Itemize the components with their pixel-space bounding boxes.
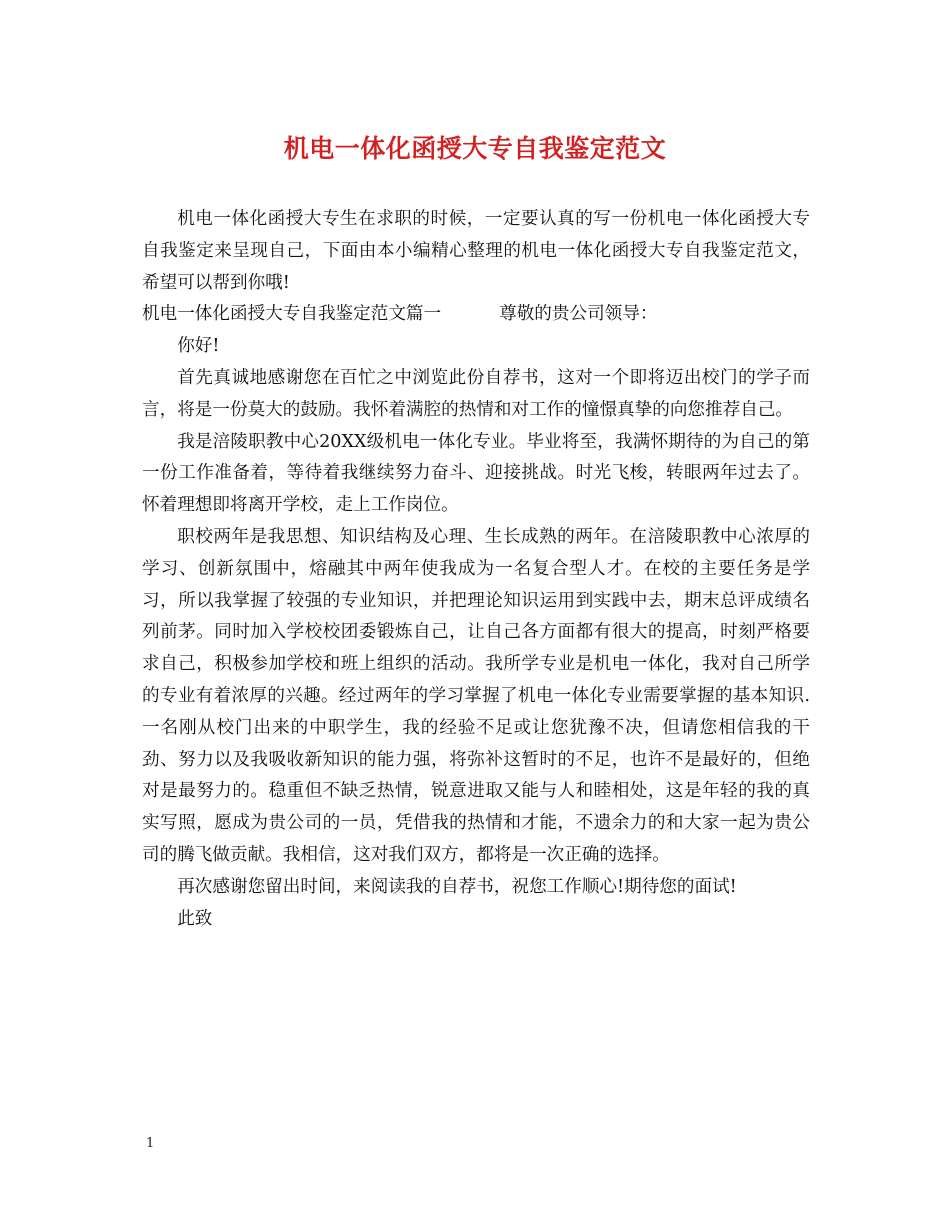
intro-paragraph: 机电一体化函授大专生在求职的时候，一定要认真的写一份机电一体化函授大专自我鉴定来呈现自己，下面由本小编精心整理的机电一体化函授大专自我鉴定范文，希望可以帮到你哦! — [142, 209, 810, 293]
body-paragraph: 我是涪陵职教中心20XX级机电一体化专业。毕业将至，我满怀期待的为自己的第一份工作准备着，等待着我继续努力奋斗、迎接挑战。时光飞梭，转眼两年过去了。怀着理想即将离开学校，走上工作岗位。 — [142, 431, 810, 516]
document-title: 机电一体化函授大专自我鉴定范文 — [283, 134, 667, 163]
document-body — [142, 204, 810, 935]
salutation: 尊敬的贵公司领导： — [499, 304, 658, 325]
section-heading-line — [142, 299, 810, 331]
body-paragraph: 首先真诚地感谢您在百忙之中浏览此份自荐书，这对一个即将迈出校门的学子而言，将是一份莫大的鼓励。我怀着满腔的热情和对工作的憧憬真挚的向您推荐自己。 — [142, 367, 810, 420]
page-number: 1 — [146, 1136, 155, 1151]
body-paragraph: 职校两年是我思想、知识结构及心理、生长成熟的两年。在涪陵职教中心浓厚的学习、创新氛围中，熔融其中两年使我成为一名复合型人才。在校的主要任务是学习，所以我掌握了较强的专业知识，并把理论知识运用到实践中去，期末总评成绩名列前茅。同时加入学校校团委锻炼自己，让自己各方面都有很大的提高，时刻严格要求自己，积极参加学校和班上组织的活动。我所学专业是机电一体化，我对自己所学的专业有着浓厚的兴趣。经过两年的学习掌握了机电一体化专业需要掌握的基本知识.一名刚从校门出来的中职学生，我的经验不足或让您犹豫不决，但请您相信我的干劲、努力以及我吸收新知识的能力强，将弥补这暂时的不足，也许不是最好的，但绝对是最努力的。稳重但不缺乏热情，锐意进取又能与人和睦相处，这是年轻的我的真实写照，愿成为贵公司的一员，凭借我的热情和才能，不遗余力的和大家一起为贵公司的腾飞做贡献。我相信，这对我们双方，都将是一次正确的选择。 — [142, 526, 810, 865]
greeting: 你好! — [177, 336, 220, 357]
section-heading: 机电一体化函授大专自我鉴定范文篇一 — [142, 304, 442, 325]
closing: 此致 — [177, 908, 213, 929]
body-paragraph: 再次感谢您留出时间，来阅读我的自荐书，祝您工作顺心!期待您的面试! — [177, 876, 737, 897]
